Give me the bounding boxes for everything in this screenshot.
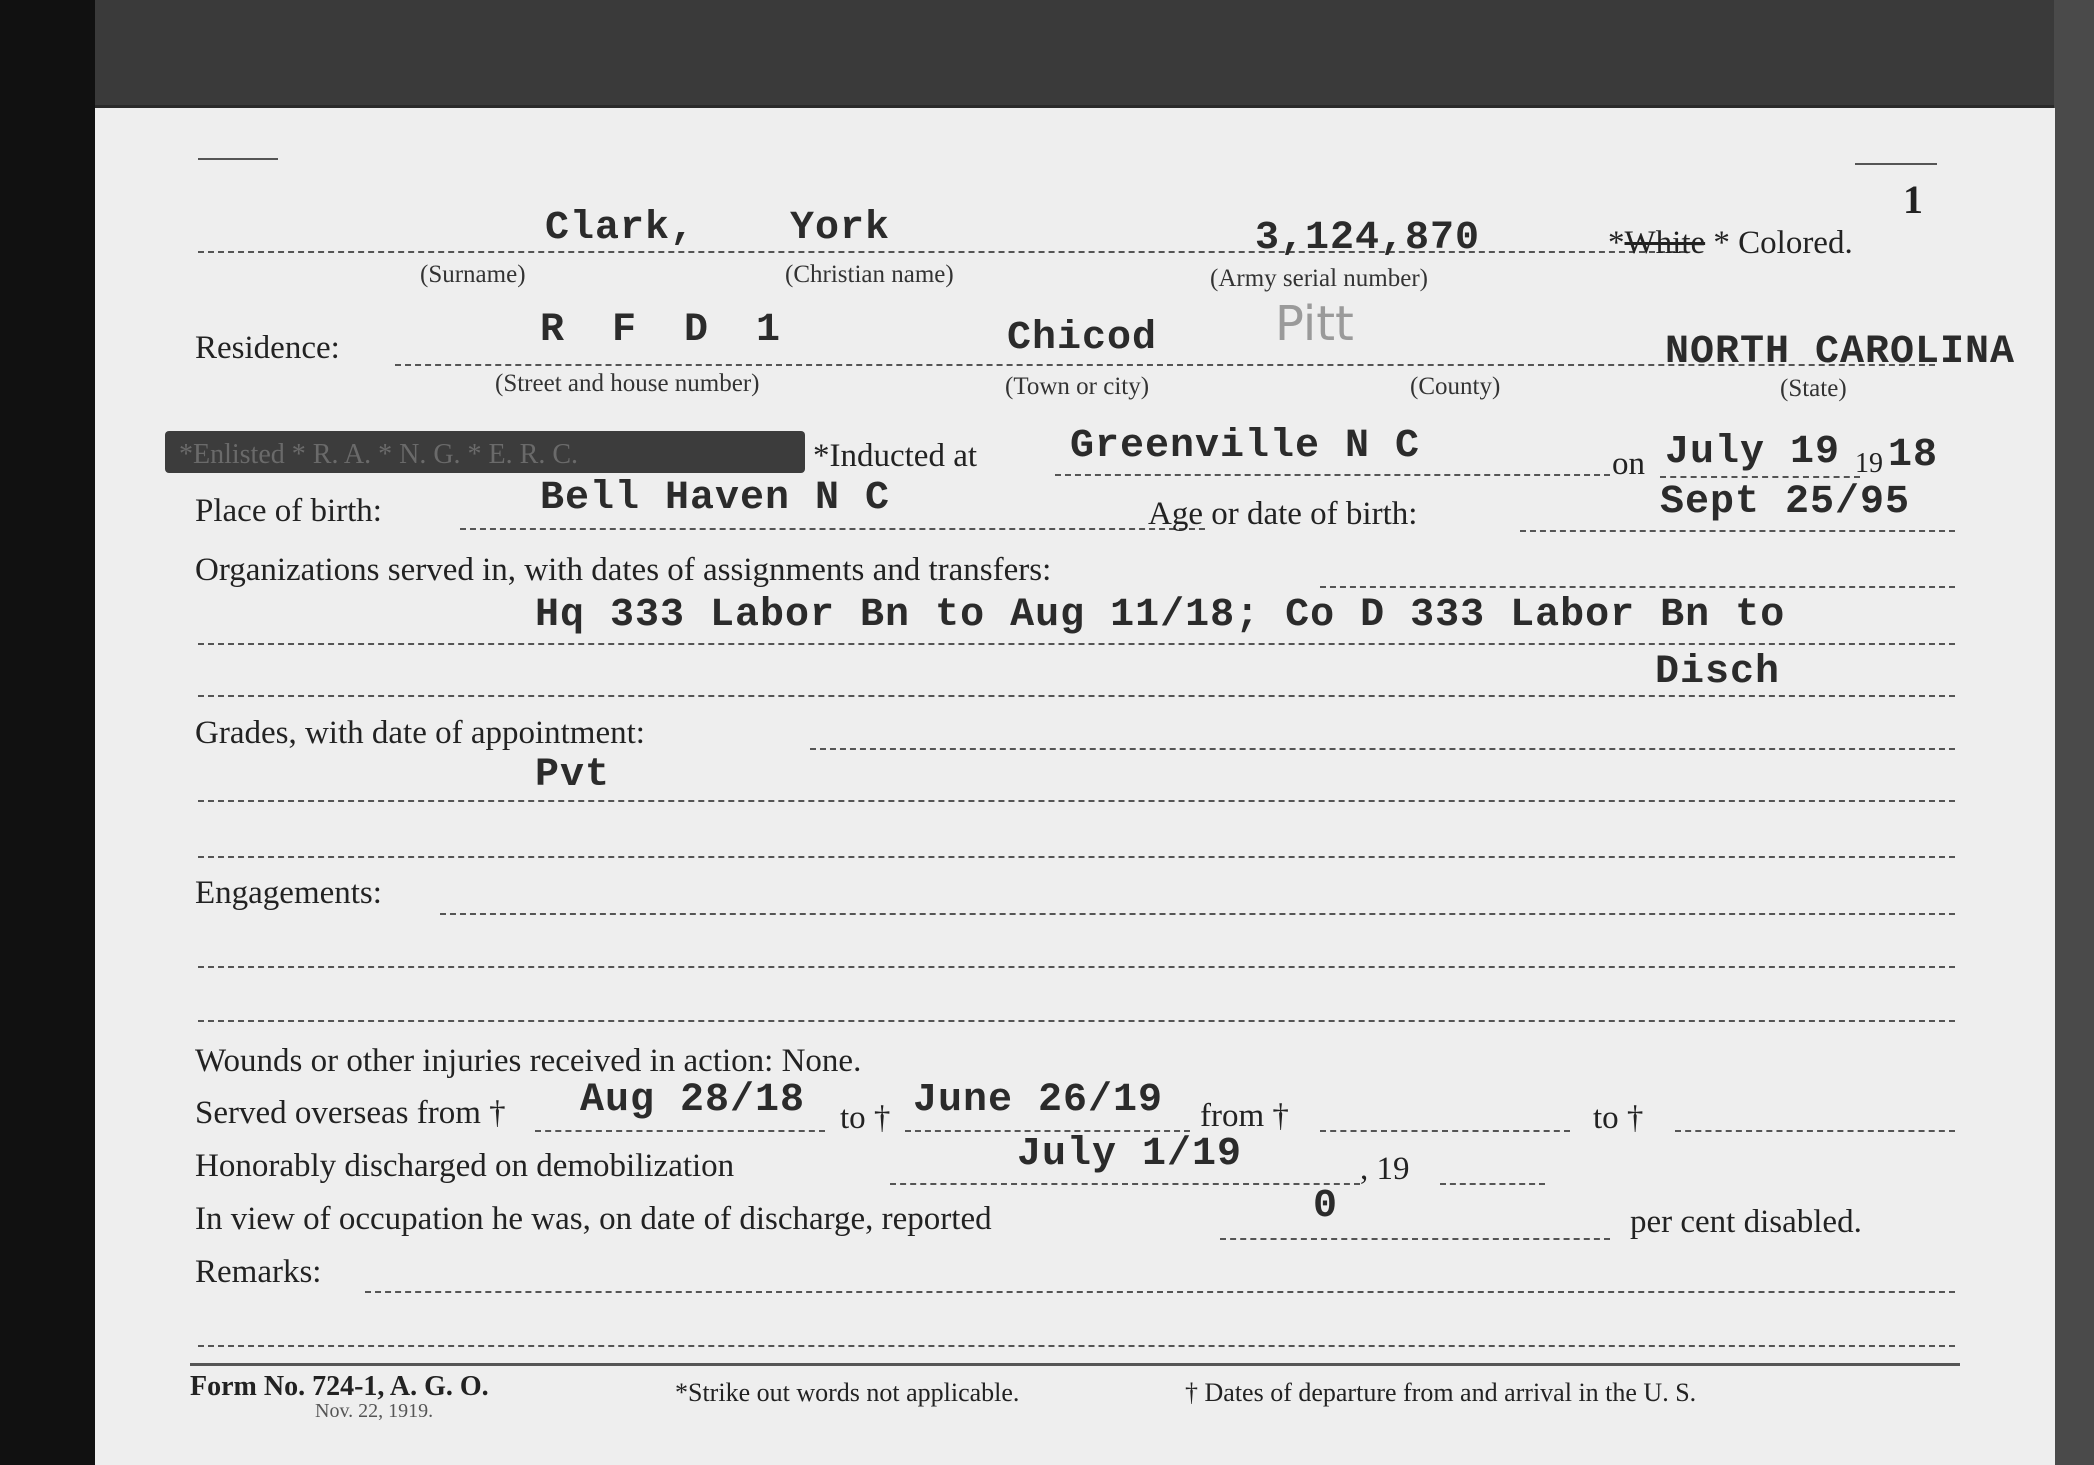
grades-line-2 [198,856,1955,858]
place-of-birth-value: Bell Haven N C [540,476,891,521]
town-value: Chicod [1007,316,1158,361]
organizations-line-1 [198,643,1955,645]
service-record-card [95,108,2055,1465]
date-of-birth-value: Sept 25/95 [1660,480,1911,525]
grades-line-1 [198,800,1955,802]
wounds-row [195,1043,861,1080]
race-marker-2: * [1713,225,1730,261]
organizations-line-2 [198,695,1955,697]
age-line [1520,530,1955,532]
top-left-rule [198,158,278,160]
induction-year-prefix: 19 [1855,448,1883,479]
disability-line [1220,1238,1610,1240]
remarks-label: Remarks: [195,1254,322,1290]
street-caption: (Street and house number) [495,370,760,397]
discharge-date-value: July 1/19 [1017,1132,1243,1177]
county-value: Pitt [1275,296,1354,352]
footnote-strike: *Strike out words not applicable. [675,1378,1020,1407]
overseas-to2-line [1675,1130,1955,1132]
inducted-at-line [1055,474,1610,476]
residence-label: Residence: [195,330,340,366]
surname-caption: (Surname) [420,261,526,288]
race-colored: Colored. [1738,225,1853,261]
induction-date-value: July 19 [1665,430,1841,475]
inducted-at-value: Greenville N C [1070,424,1421,469]
top-right-rule [1855,163,1937,165]
race-options [1608,225,1853,262]
christian-name-value: York [790,206,891,251]
discharge-year-label: , 19 [1360,1151,1410,1187]
race-marker-1: * [1608,225,1625,261]
organizations-line-0 [1320,586,1955,588]
disability-value: 0 [1313,1184,1339,1229]
serial-number-caption: (Army serial number) [1210,265,1428,292]
form-number: Form No. 724-1, A. G. O. [190,1371,489,1402]
disability-suffix: per cent disabled. [1630,1204,1862,1240]
induction-date-line [1660,476,1860,478]
street-value: R F D 1 [540,308,793,353]
engagements-line-0 [440,913,1955,915]
surname-value: Clark, [545,206,696,251]
county-caption: (County) [1410,373,1501,400]
scan-background-left [0,0,95,1465]
age-label: Age or date of birth: [1148,496,1418,532]
overseas-from2-label: from † [1200,1098,1289,1134]
overseas-to-value: June 26/19 [913,1078,1164,1123]
overseas-to2-label: to † [1593,1100,1644,1136]
overseas-to-label: to † [840,1100,891,1136]
footer-rule [190,1363,1960,1366]
overseas-from-value: Aug 28/18 [580,1078,806,1123]
grades-value: Pvt [535,753,611,798]
organizations-value-line2: Disch [1655,650,1781,695]
state-caption: (State) [1780,375,1847,402]
organizations-label: Organizations served in, with dates of assignments and transfers: [195,552,1052,588]
discharge-label: Honorably discharged on demobilization [195,1148,735,1184]
engagements-line-2 [198,1020,1955,1022]
engagements-line-1 [198,966,1955,968]
overseas-from-line [535,1130,825,1132]
grades-line-0 [810,748,1955,750]
on-label: on [1612,446,1645,482]
redacted-enlistment-options: *Enlisted * R. A. * N. G. * E. R. C. [165,431,805,473]
remarks-line-1 [365,1291,1955,1293]
engagements-label: Engagements: [195,875,382,911]
disability-label: In view of occupation he was, on date of discharge, reported [195,1201,992,1237]
state-value: NORTH CAROLINA [1665,330,2016,375]
serial-number-value: 3,124,870 [1255,216,1481,261]
christian-name-caption: (Christian name) [785,261,954,288]
footnote-dates: † Dates of departure from and arrival in the U. S. [1185,1378,1697,1407]
grades-label: Grades, with date of appointment: [195,715,645,751]
overseas-from-label: Served overseas from † [195,1095,506,1131]
organizations-value-line1: Hq 333 Labor Bn to Aug 11/18; Co D 333 Labor Bn to [535,593,1786,638]
wounds-value: None. [781,1043,862,1079]
place-of-birth-line [460,528,1205,530]
place-of-birth-label: Place of birth: [195,493,382,529]
race-white: White [1624,225,1706,261]
remarks-line-2 [198,1345,1955,1347]
inducted-at-label: *Inducted at [813,438,978,474]
wounds-label: Wounds or other injuries received in action: [195,1043,774,1079]
card-number: 1 [1903,177,1923,222]
discharge-year-line [1440,1183,1545,1185]
scan-background-right [2054,0,2094,1465]
form-date: Nov. 22, 1919. [315,1400,434,1422]
discharge-line [890,1183,1360,1185]
town-caption: (Town or city) [1005,373,1150,400]
overseas-from2-line [1320,1130,1570,1132]
scan-background-top [0,0,2094,105]
induction-year-value: 18 [1888,433,1939,478]
